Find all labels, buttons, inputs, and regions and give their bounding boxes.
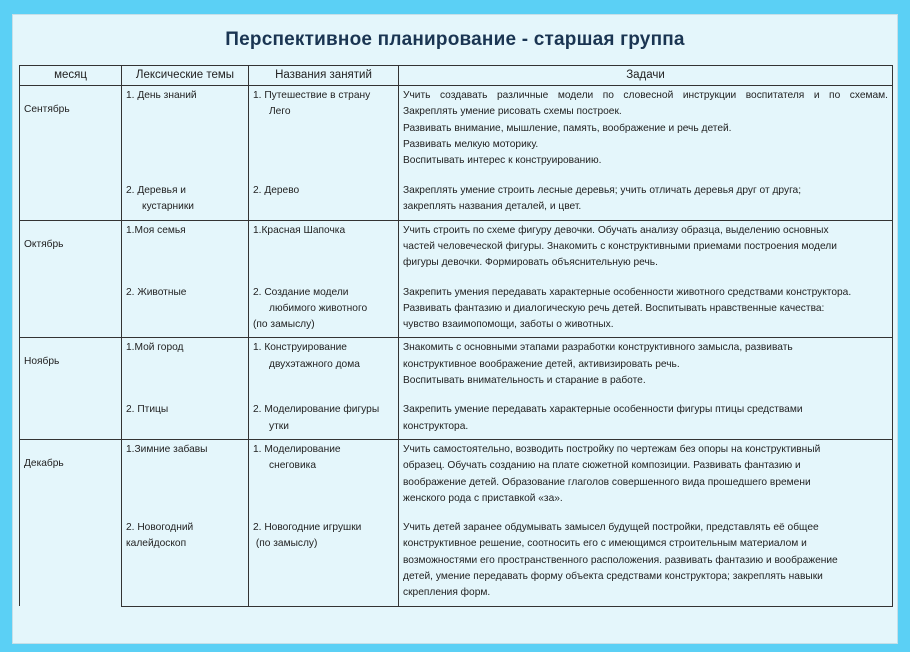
tasks-cell: Закрепить умение передавать характерные особенности фигуры птицы средствами конструктора. (399, 400, 893, 439)
table-row (20, 86, 893, 182)
topic-cell: 1.Мой город (122, 338, 249, 401)
planning-table (19, 65, 893, 607)
table-header-row (20, 66, 893, 86)
header-month: месяц (20, 66, 122, 86)
header-lessons: Названия занятий (249, 66, 399, 86)
table-row (20, 283, 893, 338)
lesson-cell: 2. Создание модели любимого животного (по замыслу) (249, 283, 399, 338)
lesson-cell: 1. Конструирование двухэтажного дома (249, 338, 399, 401)
lesson-cell: 1. Путешествие в страну Лего (249, 86, 399, 182)
tasks-cell: Закреплять умение строить лесные деревья; учить отличать деревья друг от друга; закреплять названия деталей, и цвет. (399, 181, 893, 220)
topic-cell: 1.Моя семья (122, 220, 249, 283)
lesson-cell: 1. Моделирование снеговика (249, 440, 399, 519)
lesson-cell: 2. Новогодние игрушки (по замыслу) (249, 518, 399, 606)
lesson-cell: 2. Моделирование фигуры утки (249, 400, 399, 439)
month-cell: Сентябрь (20, 86, 122, 221)
table-row (20, 181, 893, 220)
tasks-cell: Закрепить умения передавать характерные особенности животного средствами конструктора. Развивать фантазию и диалогическую речь детей. Воспитывать нравственные качества: чувство взаимопомощи, заботы о животных. (399, 283, 893, 338)
table-row (20, 440, 893, 519)
table-row (20, 518, 893, 606)
month-cell: Декабрь (20, 440, 122, 606)
topic-cell: 2. Птицы (122, 400, 249, 439)
page-title: Перспективное планирование - старшая группа (225, 29, 685, 50)
table-row (20, 338, 893, 401)
table-row (20, 400, 893, 439)
lesson-cell: 1.Красная Шапочка (249, 220, 399, 283)
topic-cell: 2. Новогодний калейдоскоп (122, 518, 249, 606)
tasks-cell: Учить детей заранее обдумывать замысел будущей постройки, представлять её общее конструктивное решение, соотносить его с имеющимся строительным материалом и возможностями его пространственного расположения. развивать фантазию и воображение детей, умение передавать форму объекта средствами конструктора; закреплять навыки скрепления форм. (399, 518, 893, 606)
topic-cell: 2. Деревья и кустарники (122, 181, 249, 220)
lesson-cell: 2. Дерево (249, 181, 399, 220)
tasks-cell: Знакомить с основными этапами разработки конструктивного замысла, развивать конструктивное воображение детей, активизировать речь. Воспитывать внимательность и старание в работе. (399, 338, 893, 401)
document-panel (12, 14, 898, 644)
month-cell: Ноябрь (20, 338, 122, 440)
tasks-cell: Учить создавать различные модели по словесной инструкции воспитателя и по схемам. Закреплять умение рисовать схемы построек. Развивать внимание, мышление, память, воображение и речь детей. Развивать мелкую моторику. Воспитывать интерес к конструированию. (399, 86, 893, 182)
tasks-cell: Учить строить по схеме фигуру девочки. Обучать анализу образца, выделению основных частей человеческой фигуры. Знакомить с конструктивными приемами построения модели фигуры девочки. Формировать объяснительную речь. (399, 220, 893, 283)
topic-cell: 2. Животные (122, 283, 249, 338)
header-tasks: Задачи (399, 66, 893, 86)
topic-cell: 1. День знаний (122, 86, 249, 182)
month-cell: Октябрь (20, 220, 122, 338)
table-row (20, 220, 893, 283)
topic-cell: 1.Зимние забавы (122, 440, 249, 519)
header-topics: Лексические темы (122, 66, 249, 86)
tasks-cell: Учить самостоятельно, возводить постройку по чертежам без опоры на конструктивный образец. Обучать созданию на плате сюжетной композиции. Развивать фантазию и воображение детей. Образование глаголов совершенного вида прошедшего времени женского рода с приставкой «за». (399, 440, 893, 519)
